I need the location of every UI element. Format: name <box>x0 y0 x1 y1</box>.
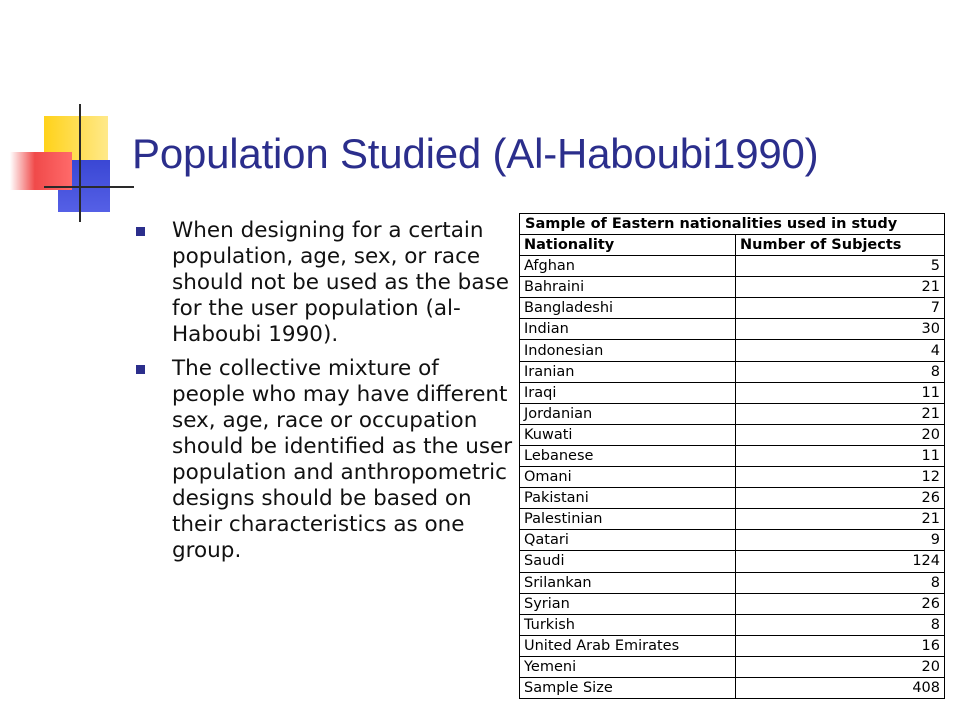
slide-logo-decoration <box>0 0 130 230</box>
cell-subject-count: 11 <box>736 445 945 466</box>
column-header-subjects: Number of Subjects <box>736 235 945 256</box>
table-row <box>520 403 944 424</box>
table-row <box>520 656 944 677</box>
cell-nationality: United Arab Emirates <box>520 635 736 656</box>
bullet-item <box>134 356 514 564</box>
table-row <box>520 488 944 509</box>
cell-subject-count: 124 <box>736 551 945 572</box>
red-square-decoration <box>10 152 72 190</box>
cell-nationality: Afghan <box>520 256 736 277</box>
cell-subject-count: 16 <box>736 635 945 656</box>
cell-subject-count: 4 <box>736 340 945 361</box>
cell-nationality: Sample Size <box>524 680 613 697</box>
cell-subject-count: 8 <box>736 361 945 382</box>
vertical-line-decoration <box>79 104 81 222</box>
cell-nationality: Turkish <box>520 614 736 635</box>
table-row <box>520 635 944 656</box>
nationalities-table <box>519 213 945 699</box>
square-bullet-icon <box>136 227 145 236</box>
cell-nationality: Indian <box>520 319 736 340</box>
table-row <box>520 593 944 614</box>
table-row <box>520 382 944 403</box>
cell-nationality: Jordanian <box>520 403 736 424</box>
cell-nationality: Saudi <box>520 551 736 572</box>
table-row <box>520 319 944 340</box>
table-caption: Sample of Eastern nationalities used in study <box>520 214 944 235</box>
data-table <box>520 235 944 698</box>
cell-nationality: Bahraini <box>520 277 736 298</box>
table-row <box>520 445 944 466</box>
cell-subject-count: 20 <box>736 656 945 677</box>
cell-subject-count: 26 <box>736 488 945 509</box>
table-row <box>520 509 944 530</box>
cell-nationality: Pakistani <box>520 488 736 509</box>
cell-nationality: Srilankan <box>520 572 736 593</box>
table-row <box>520 677 944 698</box>
cell-subject-count: 11 <box>736 382 945 403</box>
cell-nationality: Iraqi <box>520 382 736 403</box>
table-row <box>520 467 944 488</box>
bullet-list <box>134 218 514 572</box>
cell-nationality: Kuwati <box>520 424 736 445</box>
cell-subject-count: 9 <box>736 530 945 551</box>
table-row <box>520 340 944 361</box>
cell-nationality: Palestinian <box>520 509 736 530</box>
cell-subject-count: 7 <box>736 298 945 319</box>
cell-nationality: Lebanese <box>520 445 736 466</box>
cell-subject-count: 12 <box>736 467 945 488</box>
cell-subject-count: 8 <box>736 614 945 635</box>
cell-nationality: Omani <box>520 467 736 488</box>
table-row <box>520 572 944 593</box>
square-bullet-icon <box>136 365 145 374</box>
table-row <box>520 551 944 572</box>
cell-subject-count: 21 <box>736 403 945 424</box>
cell-subject-count: 408 <box>736 677 945 698</box>
cell-nationality: Qatari <box>520 530 736 551</box>
table-row <box>520 361 944 382</box>
table-body <box>520 256 944 698</box>
horizontal-line-decoration <box>44 186 134 188</box>
table-row <box>520 298 944 319</box>
table-row <box>520 530 944 551</box>
cell-subject-count: 30 <box>736 319 945 340</box>
table-row <box>520 614 944 635</box>
table-row <box>520 424 944 445</box>
cell-subject-count: 21 <box>736 277 945 298</box>
cell-subject-count: 8 <box>736 572 945 593</box>
cell-nationality: Indonesian <box>520 340 736 361</box>
cell-nationality: Yemeni <box>520 656 736 677</box>
bullet-text: The collective mixture of people who may have different sex, age, race or occupation should be identified as the user population and anthropometric designs should be based on their characteristics as one group. <box>172 356 513 563</box>
bullet-text: When designing for a certain population, age, sex, or race should not be used as the base for the user population (al-Haboubi 1990). <box>172 218 509 347</box>
table-header-row <box>520 235 944 256</box>
slide-title: Population Studied (Al-Haboubi1990) <box>132 130 819 177</box>
cell-nationality: Syrian <box>520 593 736 614</box>
cell-subject-count: 26 <box>736 593 945 614</box>
table-row <box>520 277 944 298</box>
cell-subject-count: 21 <box>736 509 945 530</box>
cell-subject-count: 5 <box>736 256 945 277</box>
table-row <box>520 256 944 277</box>
cell-nationality: Bangladeshi <box>520 298 736 319</box>
cell-subject-count: 20 <box>736 424 945 445</box>
cell-nationality: Iranian <box>520 361 736 382</box>
column-header-nationality: Nationality <box>520 235 736 256</box>
bullet-item <box>134 218 514 348</box>
